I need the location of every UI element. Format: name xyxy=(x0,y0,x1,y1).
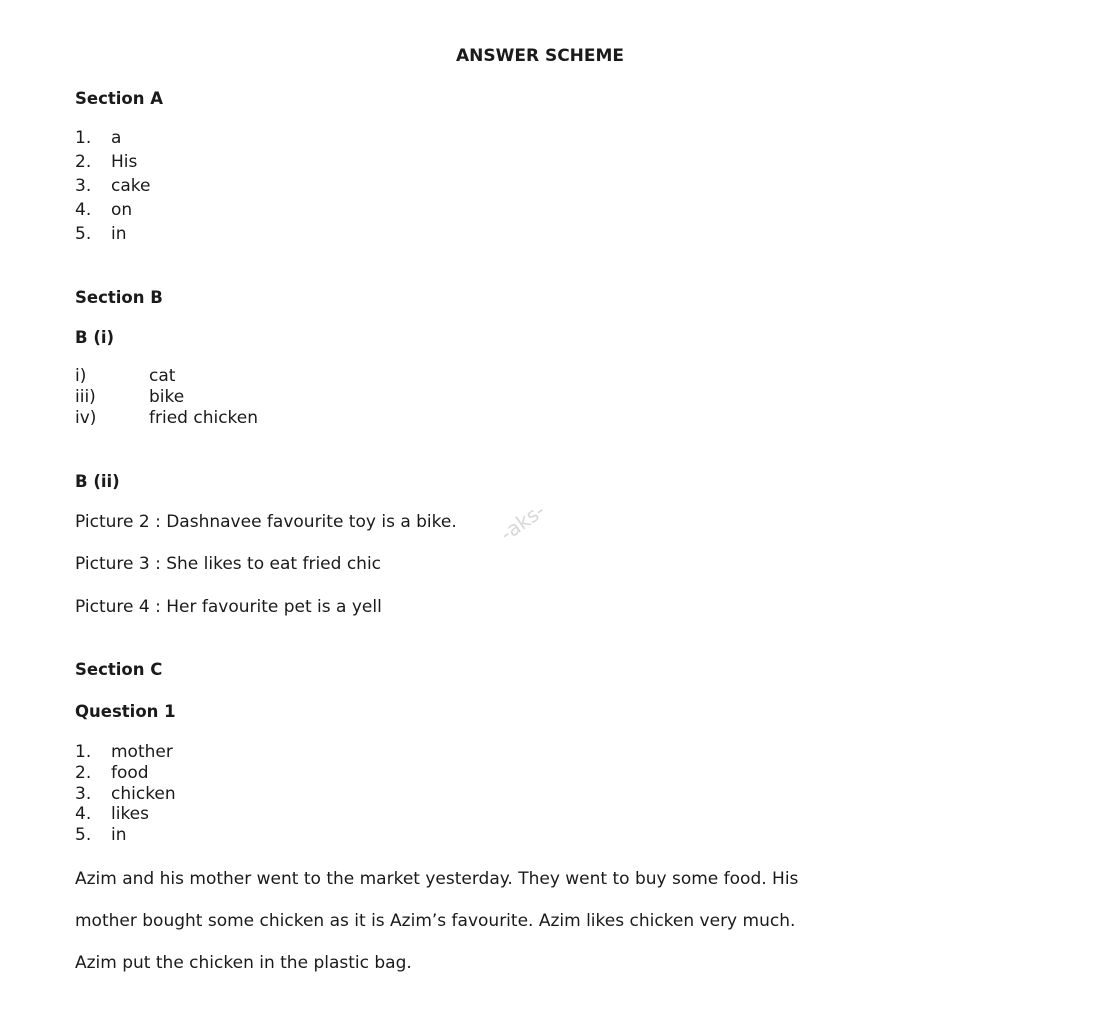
list-item xyxy=(75,174,150,198)
watermark: -aks- xyxy=(495,498,550,546)
item-number: iii) xyxy=(75,387,96,407)
paragraph-line: mother bought some chicken as it is Azim’s favourite. Azim likes chicken very much. xyxy=(75,911,796,931)
item-answer: a xyxy=(111,128,122,148)
b1-list xyxy=(75,366,258,429)
item-answer: bike xyxy=(149,387,185,407)
list-item xyxy=(75,825,176,846)
q1-list xyxy=(75,742,176,846)
item-number: 1. xyxy=(75,742,92,762)
b2-line: Picture 2 : Dashnavee favourite toy is a bike. xyxy=(75,512,457,532)
item-number: 2. xyxy=(75,152,92,172)
section-c-heading: Section C xyxy=(75,660,163,679)
item-number: 3. xyxy=(75,783,92,804)
item-number: 2. xyxy=(75,762,92,783)
item-answer: in xyxy=(111,825,127,846)
b2-heading: B (ii) xyxy=(75,472,120,491)
paragraph-line: Azim put the chicken in the plastic bag. xyxy=(75,953,412,973)
list-item xyxy=(75,387,258,408)
item-answer: on xyxy=(111,200,133,220)
section-b-heading: Section B xyxy=(75,288,163,307)
item-number: 5. xyxy=(75,224,92,244)
item-answer: food xyxy=(111,762,149,783)
item-number: 3. xyxy=(75,176,92,196)
list-item xyxy=(75,408,258,429)
item-number: 5. xyxy=(75,825,92,846)
item-answer: fried chicken xyxy=(149,408,259,428)
list-item xyxy=(75,198,150,222)
item-number: 1. xyxy=(75,128,92,148)
list-item xyxy=(75,222,150,246)
list-item xyxy=(75,784,176,805)
item-answer: cat xyxy=(149,366,176,386)
item-answer: likes xyxy=(111,804,150,825)
item-answer: chicken xyxy=(111,783,176,804)
b1-heading: B (i) xyxy=(75,328,115,347)
item-number: iv) xyxy=(75,408,97,428)
list-item xyxy=(75,366,258,387)
item-number: 4. xyxy=(75,804,92,825)
question-1-heading: Question 1 xyxy=(75,702,176,721)
item-answer: cake xyxy=(111,176,151,196)
list-item xyxy=(75,804,176,825)
item-answer: in xyxy=(111,224,127,244)
paragraph-line: Azim and his mother went to the market yesterday. They went to buy some food. His xyxy=(75,869,799,889)
section-a-list xyxy=(75,126,150,246)
list-item xyxy=(75,763,176,784)
list-item xyxy=(75,126,150,150)
b2-line: Picture 4 : Her favourite pet is a yell xyxy=(75,597,382,617)
list-item xyxy=(75,150,150,174)
section-a-heading: Section A xyxy=(75,89,163,108)
item-number: 4. xyxy=(75,200,92,220)
b2-line: Picture 3 : She likes to eat fried chic xyxy=(75,554,382,574)
item-answer: mother xyxy=(111,742,173,762)
item-number: i) xyxy=(75,366,87,386)
item-answer: His xyxy=(111,152,138,172)
list-item xyxy=(75,742,176,763)
page-title: ANSWER SCHEME xyxy=(455,46,625,66)
